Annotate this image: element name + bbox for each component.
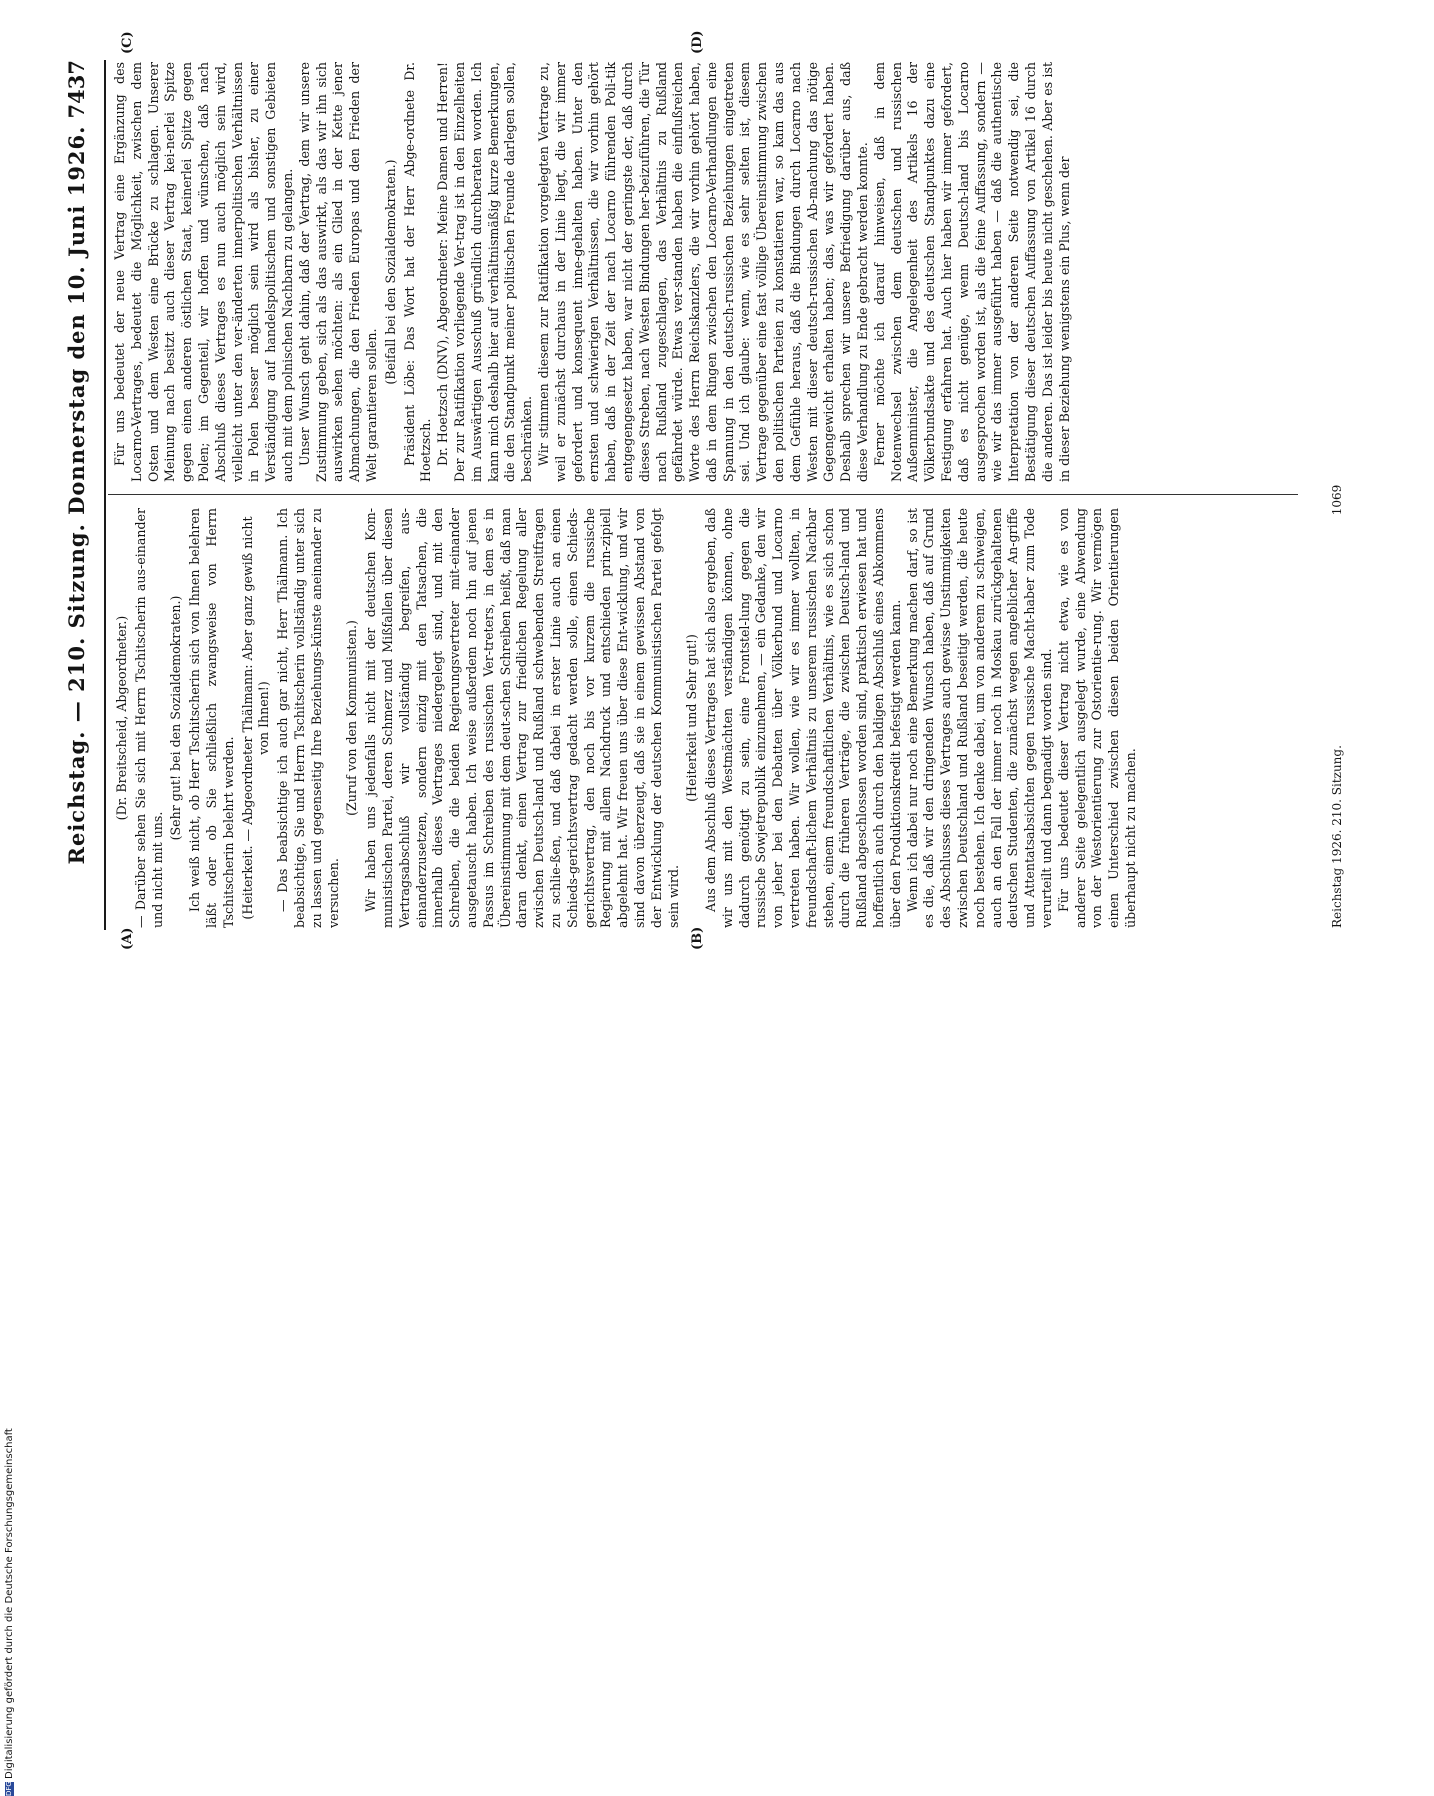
header-page-number: 7437 [64, 60, 89, 119]
paragraph: Präsident Löbe: Das Wort hat der Herr Abge-ordnete Dr. Hoetzsch. [401, 62, 434, 482]
column-divider [108, 494, 1298, 495]
paragraph: Ferner möchte ich darauf hinweisen, daß in dem Notenwechsel zwischen dem deutschen und russischen Außenminister, die Angelegenheit des Artikels 16 der Völkerbundsakte und des deutschen Standpunktes dazu eine Festigung erfahren hat. Auch hier haben wir immer gefordert, daß es nicht genüge, wenn Deutsch-land bis Locarno ausgesprochen worden ist, als die feine Auffassung, sondern — wie wir das immer ausgeführt haben — daß die authentische Interpretation von der anderen Seite notwendig sei, die Bestätigung dieser deutschen Auffassung von Artikel 16 durch die anderen. Das ist leider bis heute nicht geschehen. Aber es ist in dieser Beziehung wenigstens ein Plus, wenn der [871, 62, 1072, 482]
paragraph: Aus dem Abschluß dieses Vertrages hat sich also ergeben, daß wir uns mit den Westmächten verständigen können, ohne dadurch genötigt zu sein, eine Frontstel-lung gegen die russische Sowjetrepublik einzunehmen, — ein Gedanke, den wir von jeher bei den Debatten über Völkerbund und Locarno vertreten haben. Wir wollen, wie wir es immer wollten, in freundschaft-lichem Verhältnis zu unserem russischen Nachbar stehen, einem freundschaftlichen Verhältnis, wie es sich schon durch die früheren Verträge, die zwischen Deutsch-land und Rußland abgeschlossen worden sind, praktisch erwiesen hat und hoffentlich auch durch den baldigen Abschluß eines Abkommens über den Produktionskredit befestigt werden kann. [703, 508, 903, 928]
page-header [64, 60, 104, 930]
margin-marker-d: (D) [690, 30, 705, 54]
header-rule [104, 60, 106, 930]
paragraph: Für uns bedeutet der neue Vertrag eine Ergänzung des Locarno-Vertrages, bedeutet die Möglichkeit, zwischen dem Osten und dem Westen eine Brücke zu schlagen. Unserer Meinung nach besitzt auch dieser Vertrag kei-nerlei Spitze gegen einen anderen östlichen Staat, keinerlei Spitze gegen Polen; im Gegenteil, wir hoffen und wünschen, daß nach Abschluß dieses Vertrages es nun auch möglich sein wird, vielleicht unter den ver-änderten innerpolitischen Verhältnissen in Polen besser möglich sein wird als bisher, zu einer Verständigung auf handelspolitischem und sonstigen Gebieten auch mit dem polnischen Nachbarn zu gelangen. [112, 62, 295, 482]
footer-session: Reichstag 1926. 210. Sitzung. [1330, 745, 1344, 928]
header-title: Reichstag. — 210. Sitzung. Donnerstag den 10. Juni 1926. [64, 125, 89, 865]
paragraph: Für uns bedeutet dieser Vertrag nicht etwa, wie es von anderer Seite gelegentlich ausgelegt wurde, eine Abwendung von der Westorientierung zur Ostorientie-rung. Wir vermögen einen Unterschied zwischen diesen beiden Orientierungen überhaupt nicht zu machen. [1055, 508, 1139, 928]
paragraph: Ich weiß nicht, ob Herr Tschitscherin sich von Ihnen belehren läßt oder ob Sie schließlich zwangsweise von Herrn Tschitscherin belehrt werden. [187, 508, 236, 928]
paragraph: (Dr. Breitscheid, Abgeordneter.) [114, 615, 129, 821]
paragraph: — Darüber sehen Sie sich mit Herrn Tschitscherin aus-einander und nicht mit uns. [132, 508, 165, 928]
margin-marker-c: (C) [120, 31, 135, 54]
paragraph: Wir stimmen diesem zur Ratifikation vorgelegten Vertrage zu, weil er zunächst durchaus in der Linie liegt, die wir immer gefordert und konsequent inne-gehalten haben. Unter den ernsten und schwierigen Verhältnissen, die wir vorhin gehört haben, daß in der Zeit der nach Locarno führenden Poli-tik entgegengesetzt haben, war nicht der geringste der, daß durch dieses Streben, nach Westen Bindungen her-beizuführen, die Tür nach Rußland zugeschlagen, das Verhältnis zu Rußland gefährdet würde. Etwas ver-standen haben die einflußreichen Worte des Herrn Reichskanzlers, die wir vorhin gehört haben, daß in dem Ringen zwischen den Locarno-Verhandlungen eine Spannung in den deutsch-russischen Beziehungen eingetreten sei. Und ich glaube: wenn, wie es sehr selten ist, diesem Vertrage gegenüber eine fast völlige Übereinstimmung zwischen den politischen Parteien zu konstatieren war, so kam das aus dem Gefühle heraus, daß die Bindungen durch Locarno nach Westen mit dieser deutsch-russischen Ab-machung das nötige Gegengewicht erhalten haben; das, was wir gefordert haben. Deshalb sprechen wir unsere Befriedigung darüber aus, daß diese Verhandlung zu Ende gebracht werden konnte. [535, 62, 871, 482]
paragraph: (Heiterkeit. — Abgeordneter Thälmann: Aber ganz gewiß nicht von Ihnen!) [239, 516, 272, 920]
paragraph: (Zuruf von den Kommunisten.) [344, 620, 360, 816]
margin-marker-a: (A) [120, 927, 135, 950]
credit-text: Digitalisierung gefördert durch die Deutsche Forschungsgemeinschaft [4, 1428, 15, 1779]
paragraph: (Sehr gut! bei den Sozialdemokraten.) [168, 595, 184, 841]
text-column-left [112, 508, 1140, 928]
footer-page-number: 1069 [1330, 484, 1344, 516]
text-column-right [112, 62, 1073, 482]
dfg-logo-icon: DFG [4, 1781, 13, 1796]
paragraph: (Beifall bei den Sozialdemokraten.) [382, 159, 398, 385]
paragraph: Unser Wunsch geht dahin, daß der Vertrag, dem wir unsere Zustimmung geben, sich als das auswirkt, als das wir ihn sich auswirken sehen möchten: als ein Glied in der Kette jener Abmachungen, die den Frieden Europas und den Frieden der Welt garantieren sollen. [296, 62, 379, 482]
paragraph: (Heiterkeit und Sehr gut!) [684, 634, 700, 802]
margin-marker-b: (B) [690, 926, 705, 950]
paragraph: Wenn ich dabei nur noch eine Bemerkung machen darf, so ist es die, daß wir den dringenden Wunsch haben, daß auf Grund des Abschlusses dieses Vertrages auch gewisse Unstimmigkeiten zwischen Deutschland und Rußland beseitigt werden, die heute noch bestehen. Ich denke dabei, um von anderem zu schweigen, auch an den Fall der immer noch in Moskau zurückgehaltenen deutschen Studenten, die zunächst wegen angeblicher An-griffe und Attentatsabsichten gegen russische Macht-haber zum Tode verurteilt und dann begnadigt worden sind. [904, 508, 1055, 928]
paragraph: Wir haben uns jedenfalls nicht mit der deutschen Kom-munistischen Partei, deren Schmerz und Mißfallen über diesen Vertragsabschluß wir vollständig begreifen, aus-einanderzusetzen, sondern einzig mit den Tatsachen, die innerhalb dieses Vertrages niedergelegt sind, und mit den Schreiben, die die beiden Regierungsvertreter mit-einander ausgetauscht haben. Ich weise außerdem noch hin auf jenen Passus im Schreiben des russischen Ver-treters, in dem es in Übereinstimmung mit dem deut-schen Schreiben heißt, daß man daran denkt, einen Vertrag zur friedlichen Regelung aller zwischen Deutsch-land und Rußland schwebenden Streitfragen zu schlie-ßen, und daß dabei in erster Linie auch an einen Schieds-gerichtsvertrag gedacht werden solle, einen Schieds-gerichtsvertrag, den noch bis vor kurzem die russische Regierung mit allem Nachdruck und entschieden prin-zipiell abgelehnt hat. Wir freuen uns über diese Ent-wicklung, und wir sind davon überzeugt, daß sie in einem gewissen Abstand von der Entwicklung der deutschen Kommunistischen Partei gefolgt sein wird. [363, 508, 681, 928]
paragraph: — Das beabsichtige ich auch gar nicht, Herr Thälmann. Ich beabsichtige, Sie und Herrn Tschitscherin vollständig unter sich zu lassen und gegenseitig Ihre Beziehungs-künste aneinander zu versuchen. [275, 508, 341, 928]
paragraph: Dr. Hoetzsch (DNV), Abgeordneter: Meine Damen und Herren! Der zur Ratifikation vorliegende Ver-trag ist in den Einzelheiten im Auswärtigen Ausschuß gründlich durchberaten worden. Ich kann mich deshalb hier auf verhältnismäßig kurze Bemerkungen, die den Standpunkt meiner politischen Freunde darlegen sollen, beschränken. [435, 62, 535, 482]
